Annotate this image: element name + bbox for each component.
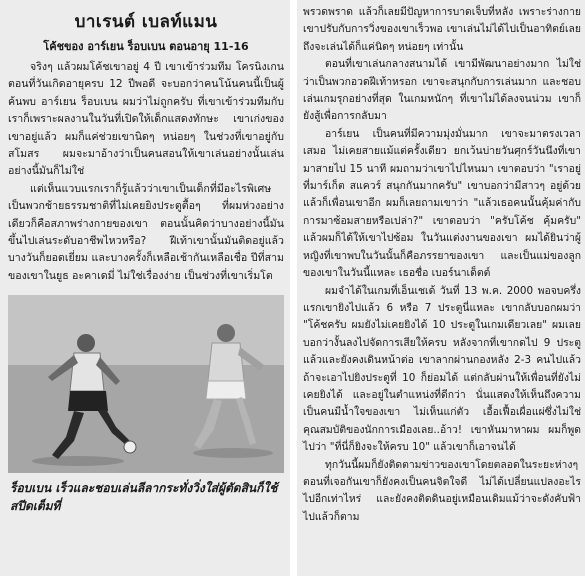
article-byline: โค้ชของ อาร์เยน ร็อบเบน ตอนอายุ 11-16 [43, 40, 249, 53]
photo-caption: ร็อบเบน เร็วและชอบเล่นลีลากระทั่งวิ่งใส่ผู้ตัดสินก็ใช้สปีดเต็มที่ [10, 481, 278, 514]
right-column [297, 0, 585, 576]
players-illustration [8, 295, 284, 473]
left-column [0, 0, 290, 576]
right-paragraph: ผมจำได้ในเกมที่เอ็นเชเด้ วันที่ 13 พ.ค. 2000 พอจบครึ่งแรกเขายิงไปแล้ว 6 หรือ 7 ประตูนี่แหละ เขากลับบอกผมว่า "โค้ชครับ ผมยังไม่เคยยิงได้ 10 ประตูในเกมเดียวเลย" ผมเลยบอกว่างั้นลงไปจัดการเสียให้ครบ หลังจากที่เขากดไป 9 ประตูแล้วและยังคงเดินหน้าต่อ เขาลากผ่านกองหลัง 2-3 คนไปแล้วถ้าจะเอาไปยิงประตูที่ 10 ก็ย่อมได้ แต่กลับผ่านให้เพื่อนที่ยังไม่เคยยิงได้ และอยู่ในตำแหน่งที่ดีกว่า นั่นแสดงให้เห็นถึงความเป็นคนมีน้ำใจของเขา ไม่เห็นแก่ตัว เอื้อเฟื้อเผื่อแผ่ซึ่งไม่ใช่คุณสมบัติของนักการเมืองเลย..อ้าว! เขาหันมาหาผม ผมก็พูดไปว่า "ที่นี่ก็ยิงจะให้ครบ 10" แล้วเขาก็เอาจนได้ [303, 284, 581, 454]
right-paragraph: ตอนที่เขาเล่นกลางสนามได้ เขามีพัฒนาอย่างมาก ไม่ใช่ว่าเป็นพวกอวดฝีเท้าหรอก เขาจะสนุกกับการเล่นมาก และชอบเล่นเกมรุกอย่างที่สุด ในเกมหนักๆ ที่เขาไม่ได้ลงจนน่วม เขาก็ยังสู้เพื่อการกลับมา [303, 58, 581, 123]
column-gutter [290, 0, 297, 576]
right-paragraph: พรวดพราด แล้วก็เลยมีปัญหาการบาดเจ็บที่หลัง เพราะร่างกายเขาปรับกับการวิ่งของเขาเร็วพอ เขาเล่นไม่ได้ไปเป็นอาทิตย์เลย ถึงจะเล่นได้ก็แค่นิดๆ หน่อยๆ เท่านั้น [303, 6, 581, 53]
right-paragraph: ทุกวันนี้ผมก็ยังติดตามข่าวของเขาโดยตลอดในระยะห่างๆ ตอนที่เจอกันเขาก็ยังคงเป็นคนจิตใจดี ไม่ได้เปลี่ยนแปลงอะไรไปอีกเท่าไหร่ และยังคงติดดินอยู่เหมือนเดิมแม้ว่าจะดังคับฟ้าไปแล้วก็ตาม [303, 458, 581, 523]
left-paragraph: แต่เห็นแวบแรกเราก็รู้แล้วว่าเขาเป็นเด็กที่มีอะไรพิเศษ เป็นพวกช้ายธรรมชาติที่ไม่เคยยิงประตูตื้อๆ ที่ผมห่วงอย่างเดียวก็คือสภาพร่างกายของเขา ตอนนั้นคิดว่าบางอย่างนี้มันขึ้นไปเล่นระดับอาชีพไหวหรือ? ฝีเท้าเขานั้นมันติดอยู่แล้ว บางวันก็ยอดเยี่ยม และบางครั้งก็เหลือเช้ากันเหลือเชื่อ ปีที่สามของเขาในยูธ อะคาเดมี่ ไม่ใช่เรื่องง่าย เป็นช่วงที่เขาเริ่มโต [8, 182, 284, 282]
football-photo [8, 295, 284, 473]
left-paragraph: จริงๆ แล้วผมโค้ชเขาอยู่ 4 ปี เขาเข้าร่วมทีม โครนิงเกน ตอนที่วันเกิดอายุครบ 12 ปีพอดี จะบอกว่าคนโน้นคนนี้เป็นผู้ค้นพบ อาร์เยน ร็อบเบน ผมว่าไม่ถูกครับ ที่เขาเข้าร่วมทีมกับเราก็เพราะผลงานในวันที่เปิดให้เด็กแสดงทักษะ เขาเก่งของเขาอยู่แล้ว ผมก็แค่ช่วยเขานิดๆ หน่อยๆ ในช่วงที่เขาอยู่กับสโมสร ผมจะมาอ้างว่าเป็นคนสอนให้เขาเล่นอย่างนั้นเล่นอย่างนี้มันก็ไม่ใช่ [8, 61, 284, 178]
right-paragraph: อาร์เยน เป็นคนที่มีความมุ่งมั่นมาก เขาจะมาตรงเวลาเสมอ ไม่เคยสายแม้แต่ครั้งเดียว ยกเว้นบ่ายวันศุกร์วันนึงที่เขามาสายไป 15 นาที ผมถามว่าเขาไปไหนมา เขาตอบว่า "เราอยู่ที่มาร์เก็ต สแควร์ สนุกกันมากครับ" เขาบอกว่ามีสาวๆ อยู่ด้วยแล้วก็เพื่อนเขาอีก ผมก็เลยถามเขาว่า "แล้วเธอคนนั้นคุ้มค่ากับการมาซ้อมสายหรือเปล่า?" เขาตอบว่า "ครับโค้ช คุ้มครับ" แล้วผมก็ได้ให้เขาไปซ้อม ในวันแต่งงานของเขา ผมได้ยินว่าผู้หญิงที่เขาพบในวันนั้นก็คือภรรยาของเขา และเป็นแม่ของลูกของเขาในวันนี้แหละ เธอชื่อ เบอร์นาเด็ตต์ [303, 127, 581, 280]
football [124, 441, 136, 453]
article-headline: บาเรนต์ เบลท์แมน [74, 12, 218, 32]
